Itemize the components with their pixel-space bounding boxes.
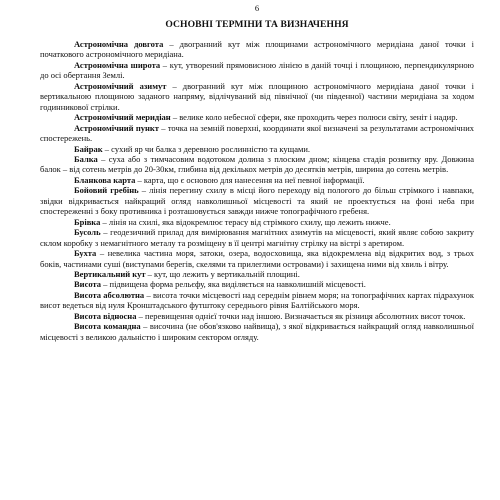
glossary-definition: – лінія перегину схилу в місці його переходу від пологого до більш стрімкого і навпаки, звідки відкривається найкращий огляд навколишньої місцевості та який не проектується на фоні неба при спостереженні з боку противника і розташовується завжди нижче топографічного гребеня.: [40, 185, 475, 217]
glossary-term: Висота абсолютна: [74, 289, 145, 300]
glossary-definition: – перевищення однієї точки над іншою. Визначається як різниця абсолютних висот точок.: [136, 310, 466, 321]
glossary-definition: – геодезичний прилад для вимірювання магнітних азимутів на місцевості, який являє собою закриту склом коробку з немагнітного металу та розміщену в її центрі магнітну стрілку на вістрі з аретиром.: [40, 227, 474, 248]
glossary-definition: – сухий яр чи балка з деревною рослинністю та кущами.: [102, 143, 311, 154]
glossary-definition: – височина (не обов'язково найвища), з якої відкривається найкращий огляд навколишньої місцевості з великою дальністю і широким сектором огляду.: [40, 321, 474, 342]
glossary-entry: [40, 269, 474, 279]
glossary-term: Астрономічна широта: [74, 59, 161, 70]
glossary-term: Байрак: [74, 143, 103, 154]
page-title: ОСНОВНІ ТЕРМІНИ ТА ВИЗНАЧЕННЯ: [165, 19, 349, 30]
page-number: 6: [254, 3, 260, 13]
glossary-term: Бусоль: [74, 227, 101, 238]
glossary-definition: – невелика частина моря, затоки, озера, водосховища, яка відокремлена від відкритих вод, з трьох боків, частинами суші (виступами берегів, скелями та прилеглими островами) і захищена ними від хвиль і вітру.: [40, 248, 474, 269]
glossary-definition: – підвищена форма рельєфу, яка виділяється на навколишній місцевості.: [101, 279, 366, 290]
glossary-entry: [40, 112, 474, 122]
glossary-list: [40, 39, 474, 342]
glossary-term: Бойовий гребінь: [74, 185, 139, 196]
glossary-definition: – кут, що лежить у вертикальній площині.: [145, 268, 300, 279]
glossary-entry: [40, 144, 474, 154]
glossary-definition: – велике коло небесної сфери, яке проходить через полюси світу, зеніт і надир.: [170, 112, 458, 123]
glossary-definition: – двогранний кут між площиною астрономічного меридіана даної точки і вертикальною площиною заданого напряму, відлічуваний від північної (чи південної) частини меридіана за ходом годинникової стрілки.: [40, 80, 474, 112]
glossary-definition: – двогранний кут між площинами астрономічного меридіана даної точки і початкового астрономічного меридіана.: [40, 39, 474, 60]
glossary-definition: – висота точки місцевості над середнім рівнем моря; на топографічних картах підрахунок висот ведеться від нуля Кронштадського футштоку середнього рівня Балтійського моря.: [40, 289, 474, 311]
glossary-term: Астрономічний пункт: [74, 122, 159, 133]
glossary-definition: – лінія на схилі, яка відокремлює терасу від стрімкого схилу, що лежить нижче.: [100, 216, 391, 227]
glossary-term: Брівка: [74, 216, 101, 227]
glossary-term: Бланкова карта: [74, 174, 136, 185]
glossary-entry: [40, 321, 474, 342]
glossary-entry: [40, 311, 474, 321]
glossary-term: Вертикальний кут: [74, 268, 146, 279]
glossary-term: Астрономічний меридіан: [74, 112, 171, 123]
glossary-entry: [40, 175, 474, 185]
glossary-entry: [40, 123, 474, 144]
glossary-entry: [40, 154, 474, 175]
glossary-entry: [40, 81, 474, 112]
glossary-term: Висота командна: [74, 321, 141, 332]
glossary-definition: – кут, утворений прямовисною лінією в даній точці і площиною, перпендикулярною до осі обертання Землі.: [40, 59, 474, 81]
glossary-entry: [40, 279, 474, 289]
glossary-definition: – точка на земній поверхні, координати якої визначені за результатами астрономічних спостережень.: [40, 122, 474, 144]
glossary-entry: [40, 217, 474, 227]
glossary-term: Висота відносна: [74, 310, 137, 321]
glossary-term: Балка: [74, 153, 98, 164]
glossary-definition: – карта, що є основою для нанесення на неї певної інформації.: [135, 174, 365, 185]
glossary-entry: [40, 185, 474, 216]
glossary-entry: [40, 227, 474, 248]
glossary-entry: [40, 290, 474, 311]
glossary-entry: [40, 60, 474, 81]
glossary-term: Бухта: [74, 248, 97, 259]
glossary-term: Висота: [74, 279, 102, 290]
glossary-entry: [40, 248, 474, 269]
glossary-definition: – суха або з тимчасовим водотоком долина з плоским дном; кінцева стадія розвитку яру. Довжина балок – від сотень метрів до 20-30км, глибина від декількох метрів до десятків метрів, ширина до сотень метрів.: [40, 153, 474, 175]
glossary-entry: [40, 39, 474, 60]
glossary-term: Астрономічний азимут: [74, 80, 167, 91]
glossary-term: Астрономічна довгота: [74, 39, 164, 49]
